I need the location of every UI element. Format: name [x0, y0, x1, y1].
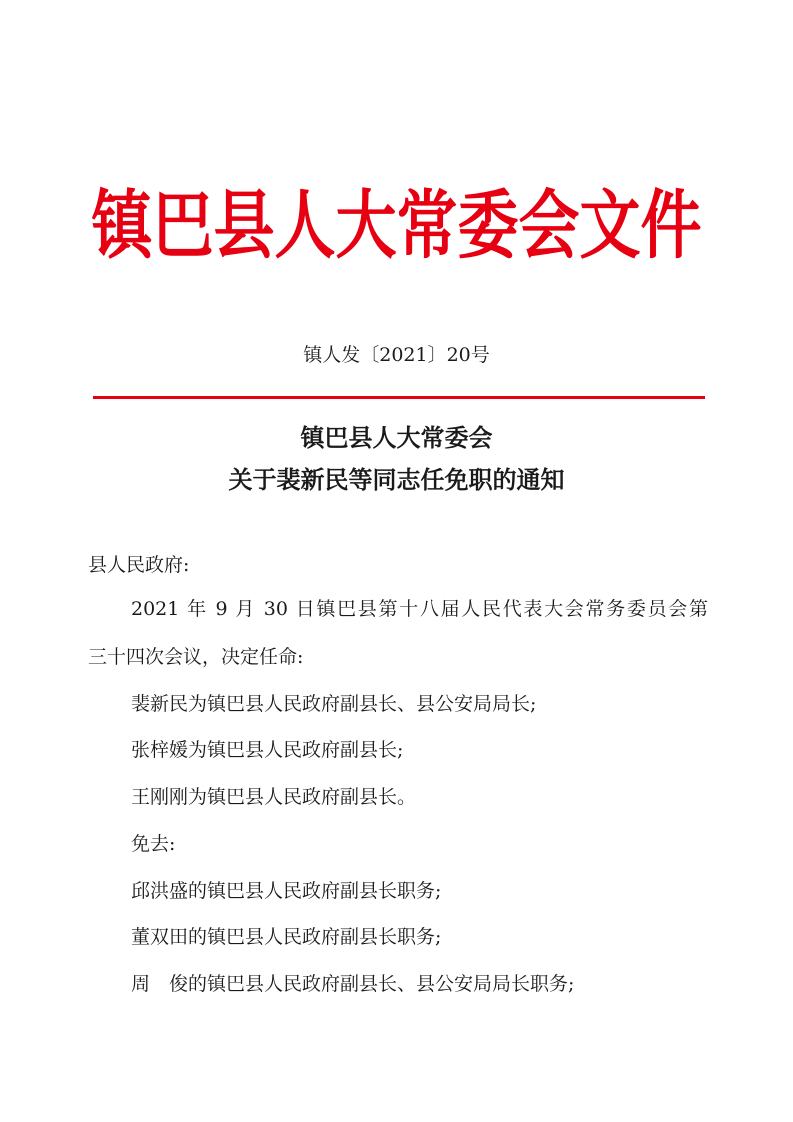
removal-heading: 免去:: [131, 833, 176, 855]
red-divider: [93, 396, 705, 399]
appointment-item: 王刚刚为镇巴县人民政府副县长。: [131, 786, 417, 808]
intro-line-1: 2021 年 9 月 30 日镇巴县第十八届人民代表大会常务委员会第: [131, 598, 708, 620]
appointment-item: 裴新民为镇巴县人民政府副县长、县公安局局长;: [131, 693, 537, 715]
document-number: 镇人发〔2021〕20号: [303, 344, 490, 366]
removal-item: 邱洪盛的镇巴县人民政府副县长职务;: [131, 880, 442, 902]
notice-title-line1: 镇巴县人大常委会: [300, 423, 493, 452]
appointment-item: 张梓媛为镇巴县人民政府副县长;: [131, 739, 404, 761]
document-masthead: 镇巴县人大常委会文件: [91, 182, 702, 270]
removal-item: 周 俊的镇巴县人民政府副县长、县公安局局长职务;: [131, 973, 575, 995]
notice-title-line2: 关于裴新民等同志任免职的通知: [228, 465, 565, 494]
salutation: 县人民政府:: [88, 554, 190, 576]
removal-item: 董双田的镇巴县人民政府副县长职务;: [131, 926, 442, 948]
intro-line-2: 三十四次会议，决定任命:: [88, 646, 304, 668]
